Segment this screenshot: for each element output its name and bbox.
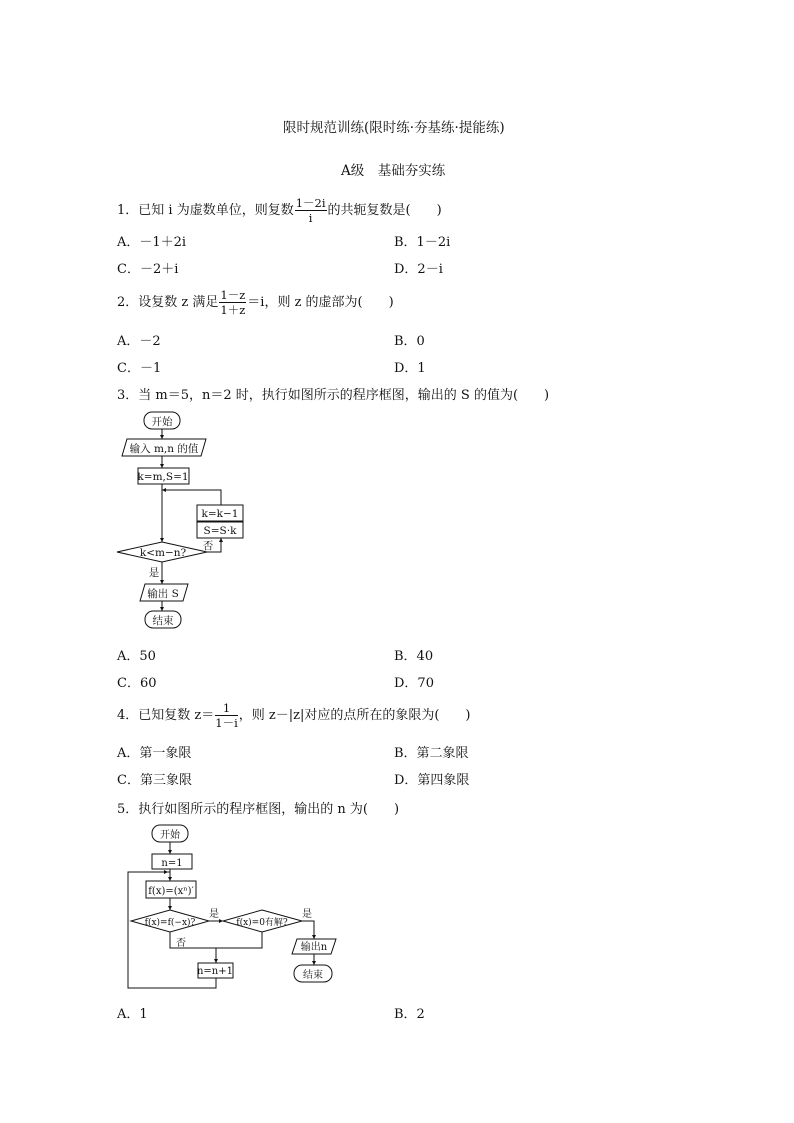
option-c: C．60 bbox=[117, 676, 157, 691]
question-2-prefix: 2．设复数 z 满足 bbox=[117, 295, 219, 310]
flow-output-label: 输出n bbox=[300, 942, 328, 953]
flow-start-label: 开始 bbox=[160, 830, 180, 841]
question-2-suffix: ＝i，则 z 的虚部为( ) bbox=[247, 295, 394, 310]
question-2 bbox=[117, 288, 394, 317]
question-1-fraction bbox=[295, 196, 327, 225]
option-a: A．－2 bbox=[117, 334, 161, 349]
option-d: D．1 bbox=[394, 361, 426, 376]
flow-yes-1-label: 是 bbox=[209, 909, 219, 920]
question-3: 3．当 m＝5，n＝2 时，执行如图所示的程序框图，输出的 S 的值为( ) bbox=[117, 388, 550, 403]
flow-end-label: 结束 bbox=[303, 970, 323, 981]
flow-yes-label: 是 bbox=[148, 567, 160, 579]
option-d: D．第四象限 bbox=[394, 773, 470, 788]
flow-decision-1-label: f(x)=f(−x)? bbox=[144, 918, 196, 928]
question-4-prefix: 4．已知复数 z＝ bbox=[117, 708, 215, 723]
flow-update-k-label: k=k−1 bbox=[201, 508, 239, 520]
option-a: A．1 bbox=[117, 1007, 148, 1022]
option-d: D．70 bbox=[394, 676, 434, 691]
loop-arrow bbox=[162, 490, 221, 505]
flow-output-label: 输出 S bbox=[147, 588, 179, 600]
option-d: D．2－i bbox=[394, 262, 443, 277]
flowchart-q3 bbox=[115, 408, 255, 633]
option-a: A．－1＋2i bbox=[117, 235, 187, 250]
flow-input-label: 输入 m,n 的值 bbox=[129, 443, 199, 455]
option-b: B．1－2i bbox=[394, 235, 451, 250]
fraction-denominator: 1－i bbox=[215, 716, 238, 730]
flow-yes-2-label: 是 bbox=[302, 909, 312, 920]
question-4-suffix: ，则 z－|z|对应的点所在的象限为( ) bbox=[238, 708, 471, 723]
flow-deriv-label: f(x)=(xⁿ)′ bbox=[148, 886, 194, 897]
option-b: B．第二象限 bbox=[394, 746, 469, 761]
section-heading: A级 基础夯实练 bbox=[341, 163, 446, 179]
flow-update-label: n=n+1 bbox=[196, 966, 234, 977]
question-4-fraction bbox=[215, 701, 238, 730]
yes-branch-2 bbox=[302, 921, 314, 939]
flow-no-label: 否 bbox=[176, 938, 186, 949]
question-1-suffix: 的共轭复数是( ) bbox=[327, 203, 442, 218]
option-c: C．－2＋i bbox=[117, 262, 179, 277]
question-5: 5．执行如图所示的程序框图，输出的 n 为( ) bbox=[117, 802, 400, 817]
fraction-numerator: 1－z bbox=[220, 288, 246, 302]
option-b: B．40 bbox=[394, 649, 434, 664]
flow-start-label: 开始 bbox=[151, 416, 173, 428]
flow-init-label: n=1 bbox=[161, 858, 183, 869]
option-a: A．第一象限 bbox=[117, 746, 192, 761]
flow-end-label: 结束 bbox=[152, 615, 174, 627]
flow-update-s-label: S=S·k bbox=[203, 525, 237, 537]
page-title: 限时规范训练(限时练·夯基练·提能练) bbox=[283, 120, 505, 136]
option-c: C．－1 bbox=[117, 361, 162, 376]
flowchart-q5 bbox=[122, 822, 347, 994]
option-b: B．2 bbox=[394, 1007, 425, 1022]
fraction-denominator: i bbox=[308, 211, 313, 225]
question-2-fraction bbox=[219, 288, 246, 317]
option-b: B．0 bbox=[394, 334, 425, 349]
flow-no-label: 否 bbox=[202, 540, 214, 552]
question-4 bbox=[117, 701, 471, 730]
fraction-numerator: 1 bbox=[215, 701, 238, 716]
flow-init-label: k=m,S=1 bbox=[137, 471, 189, 483]
option-c: C．第三象限 bbox=[117, 773, 192, 788]
question-1-prefix: 1．已知 i 为虚数单位，则复数 bbox=[117, 203, 294, 218]
fraction-numerator: 1－2i bbox=[295, 196, 326, 210]
fraction-denominator: 1＋z bbox=[220, 303, 246, 317]
question-1 bbox=[117, 196, 442, 225]
flow-decision-label: k<m−n? bbox=[139, 547, 187, 559]
option-a: A．50 bbox=[117, 649, 156, 664]
flow-decision-2-label: f(x)=0有解? bbox=[236, 918, 288, 928]
